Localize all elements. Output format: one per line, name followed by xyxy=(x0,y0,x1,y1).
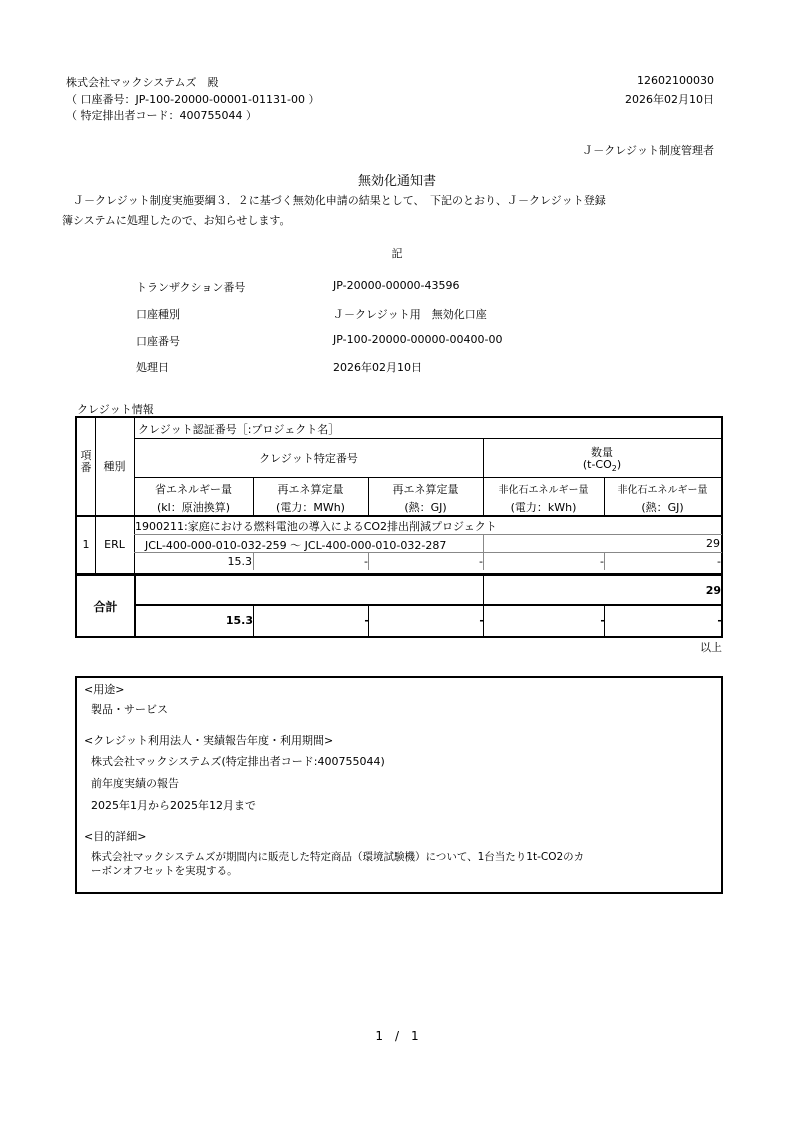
intro-line-1: Ｊ－クレジット制度実施要綱３．２に基づく無効化申請の結果として、 下記のとおり、Ｊ－クレジット登録 xyxy=(62,194,606,207)
usage-period: 2025年1月から2025年12月まで xyxy=(91,799,256,812)
row-breakdown-4: - xyxy=(717,555,721,568)
emitter-code-line: （ 特定排出者コード：400755044 ） xyxy=(66,109,257,122)
credit-section-title: クレジット情報 xyxy=(77,403,154,416)
col-qty-sub: 2 xyxy=(611,464,617,474)
row-serial: JCL-400-000-010-032-259 ～ JCL-400-000-010-032-287 xyxy=(145,539,447,552)
ijou-label: 以上 xyxy=(700,641,722,654)
row-breakdown-0: 15.3 xyxy=(227,555,252,568)
detail-heading: <目的詳細> xyxy=(84,830,147,843)
user-heading: <クレジット利用法人・実績報告年度・利用期間> xyxy=(84,734,334,747)
total-label: 合計 xyxy=(93,600,118,614)
row-type: ERL xyxy=(104,538,125,551)
subheader-bottom-3: (電力：kWh) xyxy=(510,501,577,514)
issuer: Ｊ－クレジット制度管理者 xyxy=(582,144,714,157)
col-item-no: 項番 xyxy=(80,449,92,474)
detail-value-transaction: JP-20000-00000-43596 xyxy=(333,279,460,292)
recipient: 株式会社マックシステムズ 殿 xyxy=(66,76,219,89)
col-qty: 数量 xyxy=(591,446,613,459)
total-breakdown-1: - xyxy=(364,614,369,627)
col-qty-close: ) xyxy=(616,458,622,471)
row-project: 1900211:家庭における燃料電池の導入によるCO2排出削減プロジェクト xyxy=(135,520,497,533)
document-date: 2026年02月10日 xyxy=(625,93,714,106)
page-title: 無効化通知書 xyxy=(357,174,436,189)
detail-label-transaction: トランザクション番号 xyxy=(136,281,246,294)
total-breakdown-0: 15.3 xyxy=(225,614,253,627)
total-breakdown-3: - xyxy=(600,614,605,627)
row-breakdown-1: - xyxy=(364,555,368,568)
subheader-bottom-4: (熱：GJ) xyxy=(641,501,684,514)
row-breakdown-3: - xyxy=(600,555,604,568)
total-breakdown-2: - xyxy=(479,614,484,627)
total-breakdown-4: - xyxy=(717,614,722,627)
subheader-bottom-2: (熱：GJ) xyxy=(404,501,447,514)
usage-heading: <用途> xyxy=(84,683,125,696)
detail-value-account-number: JP-100-20000-00000-00400-00 xyxy=(333,333,503,346)
subheader-top-3: 非化石エネルギー量 xyxy=(498,485,589,496)
user-name: 株式会社マックシステムズ(特定排出者コード:400755044) xyxy=(91,755,385,768)
col-type: 種別 xyxy=(103,460,126,473)
row-no: 1 xyxy=(82,538,90,551)
detail-label-account-number: 口座番号 xyxy=(136,335,180,348)
report-year: 前年度実績の報告 xyxy=(91,777,179,790)
intro-line-2: 簿システムに処理したので、お知らせします。 xyxy=(62,214,291,227)
row-breakdown-2: - xyxy=(479,555,483,568)
document-number: 12602100030 xyxy=(637,74,714,87)
subheader-top-0: 省エネルギー量 xyxy=(155,483,232,496)
account-number-line: （ 口座番号：JP-100-20000-00001-01131-00 ） xyxy=(66,93,320,106)
col-cert: クレジット認証番号［:プロジェクト名］ xyxy=(138,423,340,436)
usage-value: 製品・サービス xyxy=(91,703,168,716)
total-qty: 29 xyxy=(705,584,721,597)
detail-value-process-date: 2026年02月10日 xyxy=(333,361,422,374)
col-qty-unit xyxy=(483,458,721,473)
subheader-top-1: 再エネ算定量 xyxy=(277,483,344,496)
detail-line-1: 株式会社マックシステムズが期間内に販売した特定商品（環境試験機）について、1台当たり1t-CO2のカ xyxy=(91,851,585,863)
detail-line-2: ーボンオフセットを実現する。 xyxy=(91,865,238,877)
subheader-top-4: 非化石エネルギー量 xyxy=(617,485,708,496)
ki-label: 記 xyxy=(391,247,403,260)
detail-value-account-type: Ｊ－クレジット用 無効化口座 xyxy=(333,308,487,321)
subheader-bottom-0: (kl：原油換算) xyxy=(156,501,230,514)
subheader-top-2: 再エネ算定量 xyxy=(392,483,459,496)
detail-label-account-type: 口座種別 xyxy=(136,308,180,321)
detail-label-process-date: 処理日 xyxy=(136,361,169,374)
col-qty-unit-text: (t-CO xyxy=(582,458,612,471)
page-number: 1 / 1 xyxy=(375,1029,419,1043)
col-serial: クレジット特定番号 xyxy=(259,452,358,465)
row-qty: 29 xyxy=(706,537,720,550)
subheader-bottom-1: (電力：MWh) xyxy=(276,501,345,514)
